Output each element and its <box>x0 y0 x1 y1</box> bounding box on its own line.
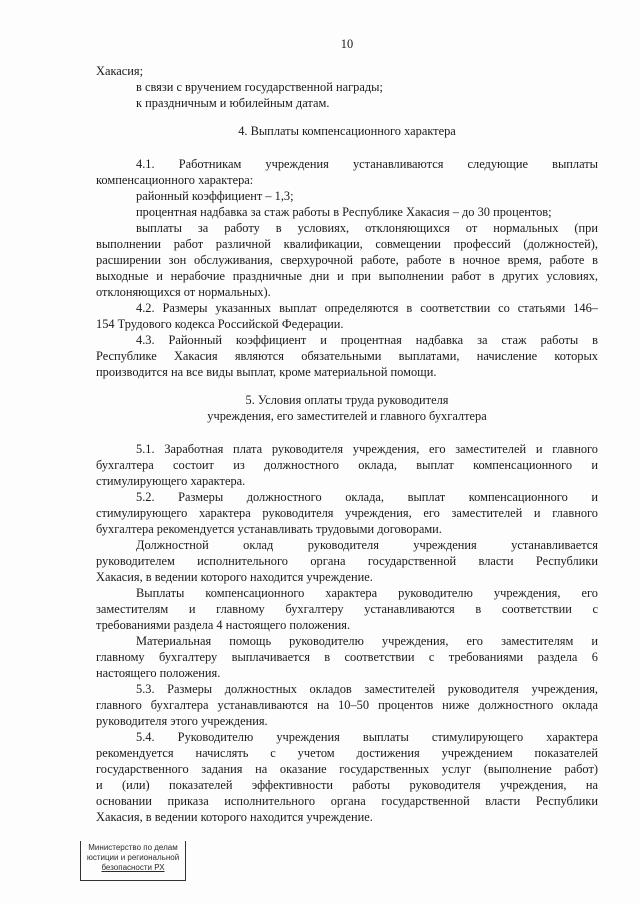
paragraph-line: выходные и нерабочие праздничные дни и при выполнении работ в других условиях, <box>96 269 598 283</box>
section-heading-5-cont: учреждения, его заместителей и главного бухгалтера <box>207 409 487 423</box>
list-item: районный коэффициент – 1,3; <box>136 189 294 203</box>
paragraph-line: 5.2. Размеры должностного оклада, выплат компенсационного и <box>136 490 598 504</box>
paragraph-line: стимулирующего характера руководителя учреждения, его заместителей и главного <box>96 506 598 520</box>
paragraph-line: руководителем исполнительного органа государственной власти Республики <box>96 554 598 568</box>
paragraph-line: главного бухгалтера устанавливаются на 10–50 процентов ниже должностного оклада <box>96 698 598 712</box>
paragraph-line: рекомендуется начислять с учетом достижения учреждением показателей <box>96 746 598 760</box>
paragraph-line: 4.3. Районный коэффициент и процентная надбавка за стаж работы в <box>136 333 598 347</box>
paragraph-line: 4.1. Работникам учреждения устанавливаются следующие выплаты <box>136 157 598 171</box>
ministry-stamp <box>80 841 186 881</box>
paragraph-line: заместителям и главному бухгалтеру устанавливаются в соответствии с <box>96 602 598 616</box>
paragraph-line: 5.1. Заработная плата руководителя учреждения, его заместителей и главного <box>136 442 598 456</box>
list-item: к праздничным и юбилейным датам. <box>136 96 330 110</box>
section-heading-5: 5. Условия оплаты труда руководителя <box>245 393 449 407</box>
paragraph-line: компенсационного характера: <box>96 173 254 187</box>
paragraph-line: Хакасия, в ведении которого находится учреждение. <box>96 570 373 584</box>
list-item: процентная надбавка за стаж работы в Республике Хакасия – до 30 процентов; <box>136 205 552 219</box>
paragraph-line: основании приказа исполнительного органа государственной власти Республики <box>96 794 598 808</box>
paragraph-line: Республике Хакасия являются обязательными выплатами, начисление которых <box>96 349 598 363</box>
paragraph-line: выполнении работ различной квалификации, совмещении профессий (должностей), <box>96 237 598 251</box>
paragraph-line: 154 Трудового кодекса Российской Федерации. <box>96 317 344 331</box>
paragraph-line: отклоняющихся от нормальных). <box>96 285 271 299</box>
paragraph-line: Должностной оклад руководителя учреждения устанавливается <box>136 538 598 552</box>
paragraph-line: главному бухгалтеру выплачивается в соответствии с требованиями раздела 6 <box>96 650 598 664</box>
list-item: в связи с вручением государственной награды; <box>136 80 383 94</box>
paragraph-line: и (или) показателей эффективности работы руководителя учреждения, на <box>96 778 598 792</box>
stamp-line: юстиции и региональной <box>86 853 180 862</box>
paragraph-line: 5.4. Руководителю учреждения выплаты стимулирующего характера <box>136 730 598 744</box>
paragraph-line: 5.3. Размеры должностных окладов заместителей руководителя учреждения, <box>136 682 598 696</box>
paragraph-line: настоящего положения. <box>96 666 221 680</box>
paragraph-line: Материальная помощь руководителю учреждения, его заместителям и <box>136 634 598 648</box>
paragraph-line: 4.2. Размеры указанных выплат определяются в соответствии со статьями 146– <box>136 301 598 315</box>
document-body <box>96 36 598 825</box>
paragraph-line: бухгалтера состоит из должностного оклада, выплат компенсационного и <box>96 458 598 472</box>
paragraph-line: руководителя этого учреждения. <box>96 714 268 728</box>
text-line: Хакасия; <box>96 64 144 78</box>
paragraph-line: производится на все виды выплат, кроме материальной помощи. <box>96 365 437 379</box>
paragraph-line: Хакасия, в ведении которого находится учреждение. <box>96 810 373 824</box>
list-item: выплаты за работу в условиях, отклоняющихся от нормальных (при <box>136 221 598 235</box>
paragraph-line: бухгалтера рекомендуется устанавливать трудовыми договорами. <box>96 522 442 536</box>
stamp-line: безопасности РХ <box>101 863 165 872</box>
stamp-line: Министерство по делам <box>88 843 178 852</box>
section-heading-4: 4. Выплаты компенсационного характера <box>238 124 456 138</box>
paragraph-line: стимулирующего характера. <box>96 474 246 488</box>
paragraph-line: государственного задания на оказание государственных услуг (выполнение работ) <box>96 762 598 776</box>
paragraph-line: расширении зон обслуживания, сверхурочной работе, работе в ночное время, работе в <box>96 253 598 267</box>
paragraph-line: Выплаты компенсационного характера руководителю учреждения, его <box>136 586 598 600</box>
page-number: 10 <box>340 37 354 51</box>
paragraph-line: требованиями раздела 4 настоящего положения. <box>96 618 351 632</box>
